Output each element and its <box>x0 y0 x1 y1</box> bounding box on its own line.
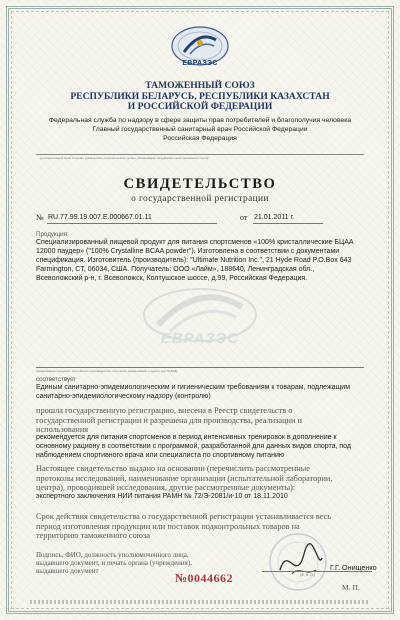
basis-line: протоколы исследований, наименование организации (испытательной лаборатории, <box>36 473 333 483</box>
signature-caption-line: выдавшего документ <box>36 567 99 575</box>
number-underline <box>47 223 217 224</box>
authority-underline <box>36 154 364 155</box>
watermark-text: ЕВРАЗЭС <box>160 330 240 347</box>
seal-label: М. П. <box>342 583 360 592</box>
compliance-line: Единым санитарно-эпидемиологическим и гигиеническим требованиям к товарам, подлежащим <box>36 384 351 391</box>
agency-line-1: Федеральная служба по надзору в сфере защиты прав потребителей и благополучия человека <box>48 117 352 124</box>
product-hint: (наименование продукции, изготовитель (производитель), получатель (наименование и адрес), код ТН ВЭД) <box>36 369 178 373</box>
signature-caption-line: выдавшего документ, и печать органа (учреждения), <box>36 559 192 567</box>
basis-value: экспертного заключения НИИ питания РАМН № 72/Э-2081/и-10 от 18.11.2010 <box>36 493 288 500</box>
form-number: №0044662 <box>175 571 234 585</box>
bottom-ornament <box>30 600 370 604</box>
validity-line: Срок действия свидетельства о государственной регистрации устанавливается весь <box>36 512 332 521</box>
signature-caption-line: Подпись, ФИО, должность уполномоченного лица, <box>36 551 189 559</box>
certificate-date: 21.01.2011 г. <box>254 214 295 221</box>
product-line: Farmington, CT, 06034, США. Получатель: ООО «Лайм», 188640, Ленинградская обл., <box>36 266 315 273</box>
official-seal-icon <box>258 530 338 594</box>
basis-line: Настоящее свидетельство выдано на основании (перечислить рассмотренные <box>36 464 310 473</box>
emblem-label: ЕВРАЗЭС <box>182 60 218 67</box>
product-line: Всеволожский р-н, г. Всеволожск, Колтушское шоссе, д.99, Российская Федерация. <box>36 275 308 282</box>
header-line-1: ТАМОЖЕННЫЙ СОЮЗ <box>145 80 255 91</box>
authority-hint: (уполномоченный орган Стороны, руководитель уполномоченного органа, наименование государства-члена таможенного союза) <box>40 156 209 160</box>
product-label: Продукция: <box>36 231 69 238</box>
validity-line: территорию таможенного союза <box>36 531 150 540</box>
header-line-3: И РОССИЙСКОЙ ФЕДЕРАЦИИ <box>127 101 273 112</box>
product-line: спецификация. Изготовитель (производитель): "Ultimate Nutrition Inc.", 21 Hyde Road P.O.Box 643 <box>36 257 352 264</box>
signatory-hint: (Ф. И. О.) <box>300 573 316 577</box>
certificate-subtitle: о государственной регистрации <box>131 194 269 204</box>
number-prefix: № <box>36 213 44 222</box>
validity-line: период изготовления продукции или поставок подконтрольных товаров на <box>36 521 300 531</box>
date-prefix: от <box>240 213 248 222</box>
signatory-name: Г.Г. Онищенко <box>330 563 377 572</box>
certificate-number: RU.77.99.19.007.E.000667.01.11 <box>48 214 152 221</box>
product-line: Специализированный пищевой продукт для питания спортсменов «100% кристаллические БЦАА <box>36 239 354 246</box>
usage-line: рекомендуется для питания спортсменов в период интенсивных тренировок в дополнение к <box>36 434 337 441</box>
compliance-label: соответствует <box>36 376 77 383</box>
product-line: 12000 паудер» ("100% Crystalline BCAA powder"). Изготовлена в соответствии с документами <box>36 248 340 255</box>
registration-line: государственной регистрации и разрешена для производства, реализации и <box>36 415 302 425</box>
registration-line: использования <box>36 425 89 434</box>
agency-line-2: Главный государственный санитарный врач Российской Федерации <box>92 126 308 133</box>
registration-line: прошла государственную регистрацию, внесена в Реестр свидетельств о <box>36 406 293 415</box>
certificate-title: СВИДЕТЕЛЬСТВО <box>123 176 277 192</box>
usage-line: наблюдением спортивного врача или специалиста по спортивному питанию <box>36 452 285 459</box>
date-underline <box>253 223 323 224</box>
agency-line-3: Российская Федерация <box>163 135 237 142</box>
compliance-line: санитарно-эпидемиологическому надзору (контролю) <box>36 393 211 400</box>
header-line-2: РЕСПУБЛИКИ БЕЛАРУСЬ, РЕСПУБЛИКИ КАЗАХСТАН <box>70 90 330 102</box>
product-underline <box>36 367 364 368</box>
basis-line: центра), проводившей исследования, другие рассмотренные документы): <box>36 483 296 492</box>
usage-line: основному рациону в соответствии с программой, разработанной для данных видов спорта, под <box>36 443 352 450</box>
